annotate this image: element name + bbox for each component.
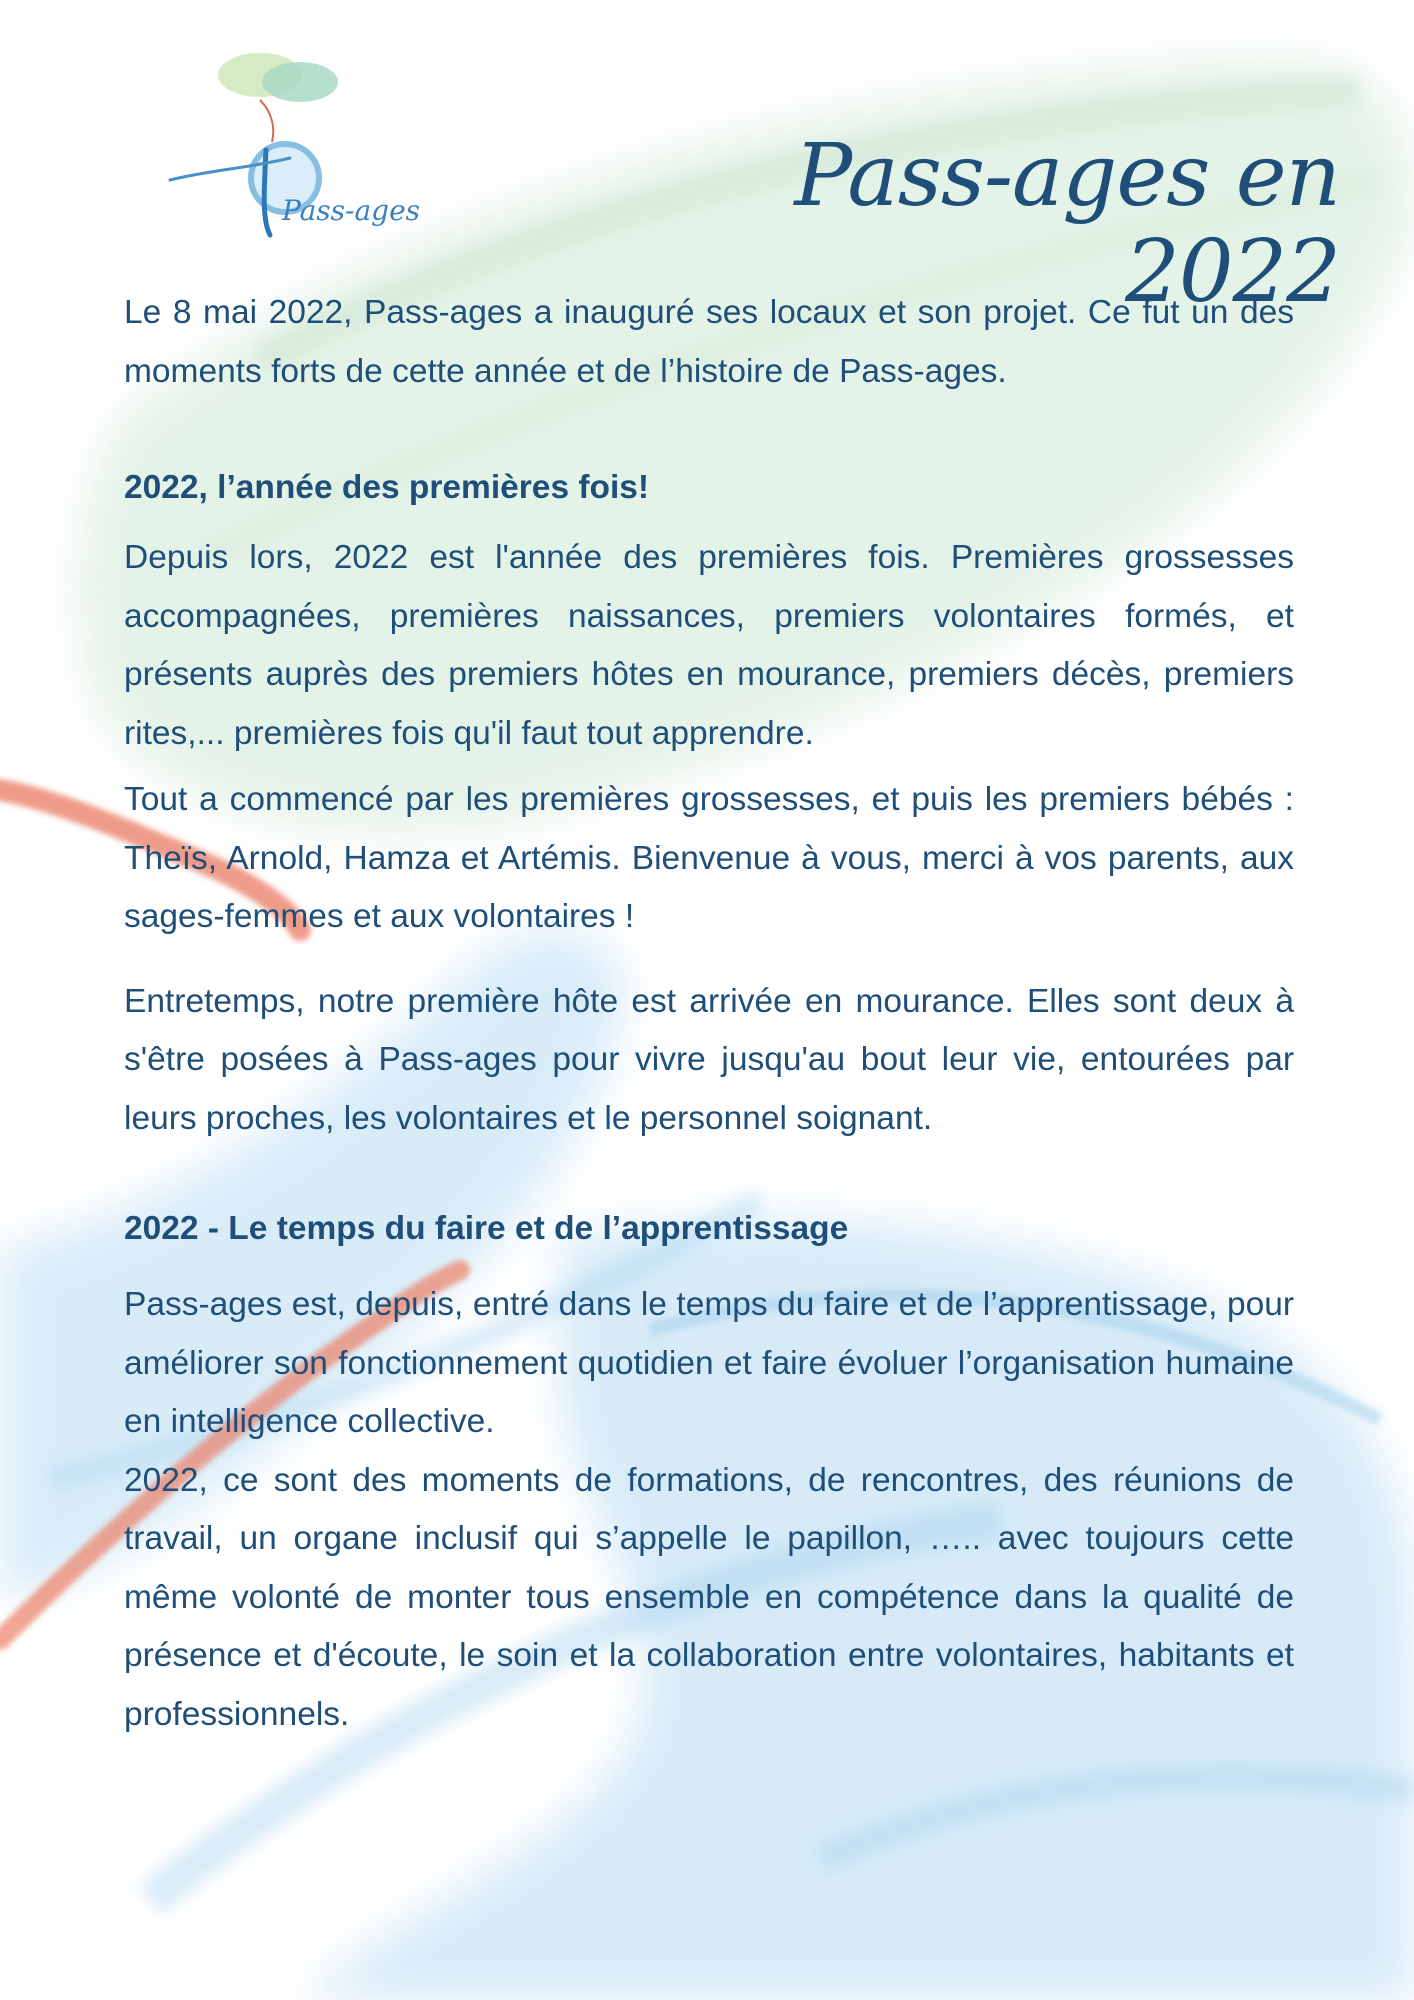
pass-ages-logo: [160, 30, 421, 240]
section-2-paragraph: 2022, ce sont des moments de formations, de rencontres, des réunions de travail, un organe inclusif qui s’appelle le papillon, ….. avec toujours cette même volonté de monter tous ensemble en compétence dans la qualité de présence et d'écoute, le soin et la collaboration entre volontaires, habitants et professionnels.: [124, 1461, 1294, 1733]
section-1-paragraph: Depuis lors, 2022 est l'année des premières fois. Premières grossesses accompagnées, premières naissances, premiers volontaires formés, et présents auprès des premiers hôtes en mourance, premiers décès, premiers rites,... premières fois qu'il faut tout apprendre.: [124, 539, 1294, 752]
logo-butterfly-wing-right: [262, 62, 338, 102]
page-title: Pass-ages en 2022: [794, 126, 1340, 322]
logo-wordmark: Pass-ages: [282, 194, 421, 227]
section-2-paragraph: Pass-ages est, depuis, entré dans le temps du faire et de l’apprentissage, pour améliorer son fonctionnement quotidien et faire évoluer l’organisation humaine en intelligence collective.: [124, 1286, 1294, 1440]
section-1-paragraph: Entretemps, notre première hôte est arrivée en mourance. Elles sont deux à s'être posées à Pass-ages pour vivre jusqu'au bout leur vie, entourées par leurs proches, les volontaires et le personnel soignant.: [124, 982, 1294, 1137]
section-1-heading: 2022, l’année des premières fois!: [124, 469, 650, 506]
intro-paragraph: Le 8 mai 2022, Pass-ages a inauguré ses locaux et son projet. Ce fut un des moments forts de cette année et de l’histoire de Pass-ages.: [124, 294, 1294, 390]
section-2-heading: 2022 - Le temps du faire et de l’apprentissage: [124, 1210, 849, 1247]
section-1-paragraph: Tout a commencé par les premières grossesses, et puis les premiers bébés : Theïs, Arnold, Hamza et Artémis. Bienvenue à vous, merci à vos parents, aux sages-femmes et aux volontaires !: [124, 781, 1294, 935]
document-body: [124, 284, 1294, 1744]
